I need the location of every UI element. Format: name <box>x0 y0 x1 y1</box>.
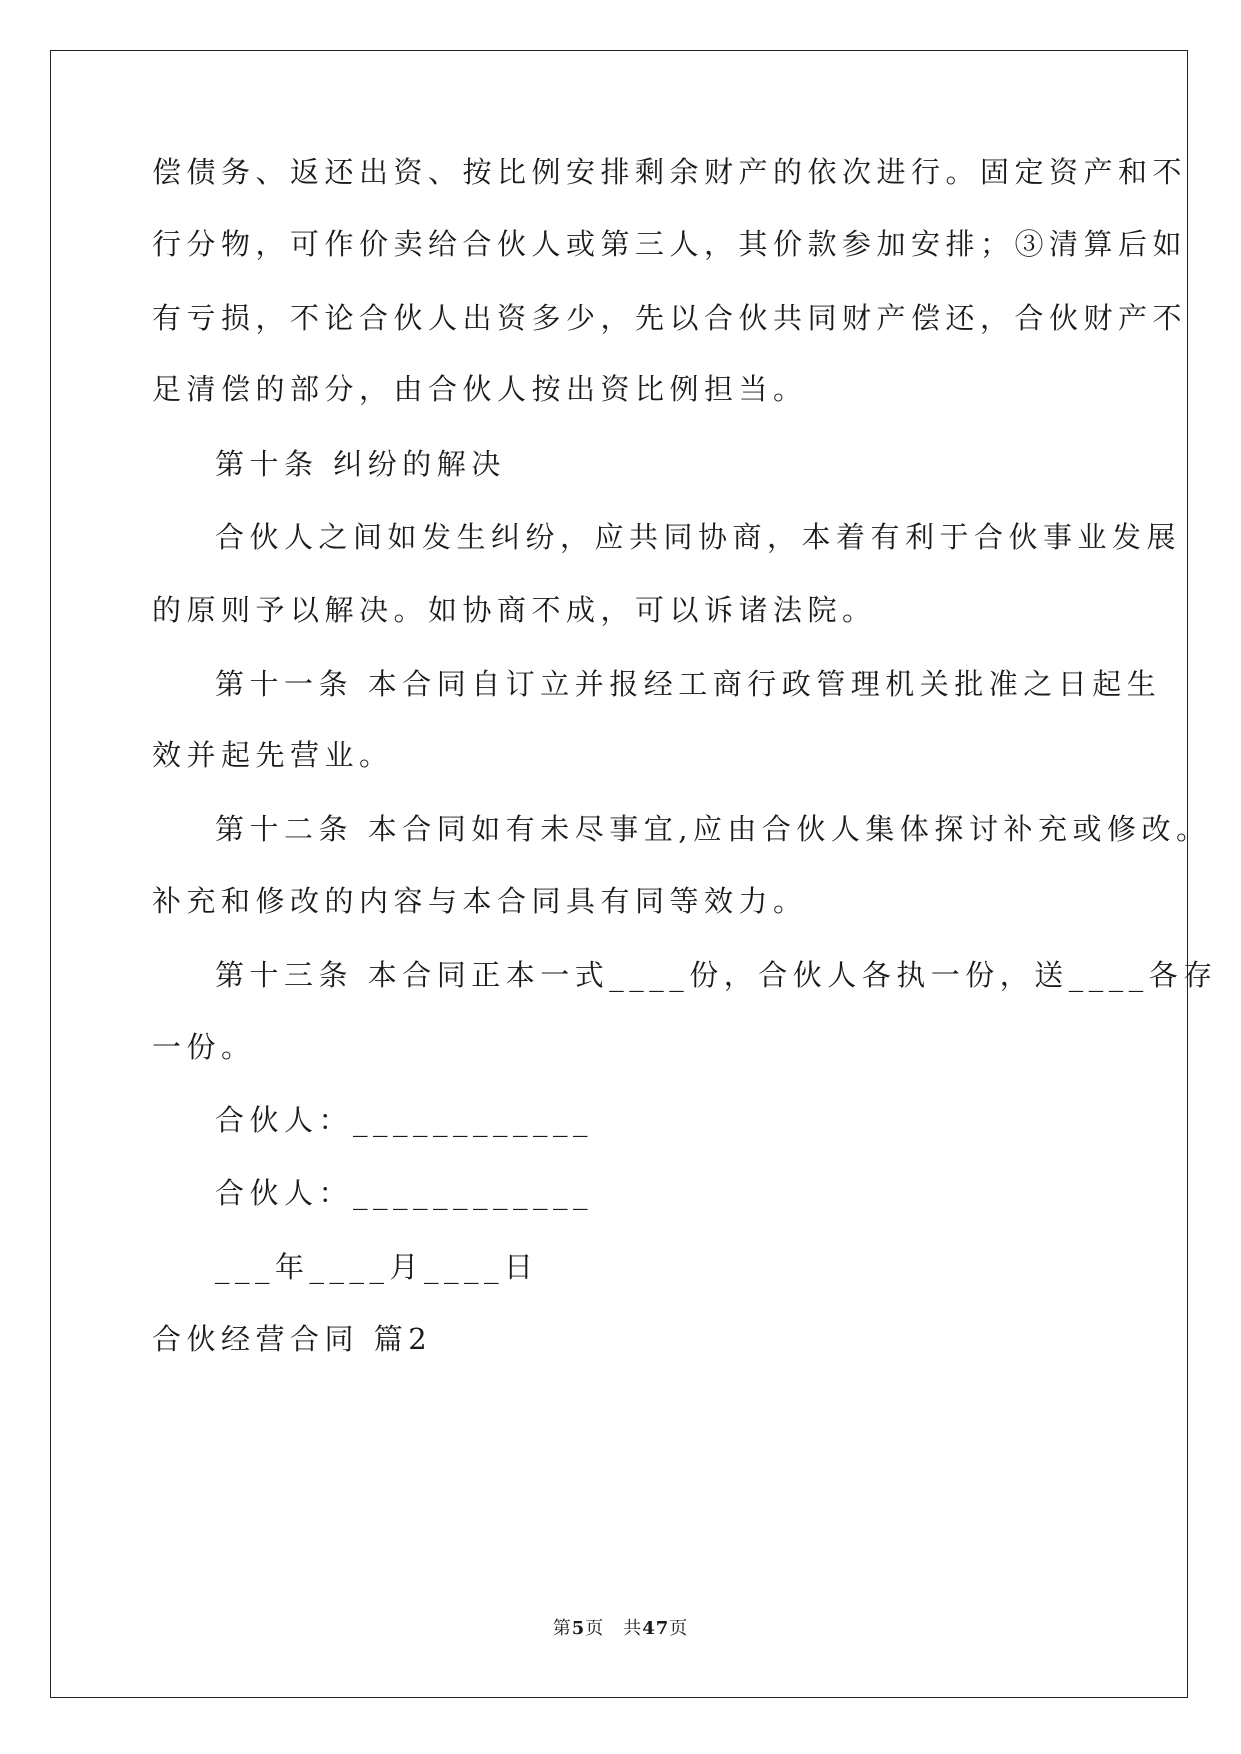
section-title: 合伙经营合同 篇2 <box>152 1322 433 1356</box>
partner-signature-line: 合伙人：____________ <box>215 1176 594 1210</box>
paragraph-line: 效并起先营业。 <box>152 738 394 772</box>
paragraph-line: 第十一条 本合同自订立并报经工商行政管理机关批准之日起生 <box>215 667 1162 701</box>
paragraph-line: 合伙人之间如发生纠纷，应共同协商，本着有利于合伙事业发展 <box>215 520 1182 554</box>
footer-suffix: 页 <box>669 1618 689 1639</box>
paragraph-line: 第十三条 本合同正本一式____份，合伙人各执一份，送____各存 <box>215 958 1218 992</box>
footer-page-number: 5 <box>571 1618 586 1639</box>
paragraph-line: 一份。 <box>152 1030 256 1064</box>
paragraph-line: 足清偿的部分，由合伙人按出资比例担当。 <box>152 372 808 406</box>
paragraph-line: 的原则予以解决。如协商不成，可以诉诸法院。 <box>152 593 877 627</box>
date-line: ___年____月____日 <box>215 1250 539 1284</box>
page-footer <box>0 1614 1241 1640</box>
paragraph-line: 有亏损，不论合伙人出资多少，先以合伙共同财产偿还，合伙财产不 <box>152 301 1188 335</box>
paragraph-line: 补充和修改的内容与本合同具有同等效力。 <box>152 884 808 918</box>
partner-signature-line: 合伙人：____________ <box>215 1103 594 1137</box>
paragraph-line: 第十二条 本合同如有未尽事宜,应由合伙人集体探讨补充或修改。 <box>215 812 1211 846</box>
section-heading: 第十条 纠纷的解决 <box>215 447 506 481</box>
footer-prefix: 第 <box>552 1618 572 1639</box>
footer-total-pages: 47 <box>642 1618 670 1639</box>
footer-middle: 页 共 <box>585 1618 643 1639</box>
paragraph-line: 偿债务、返还出资、按比例安排剩余财产的依次进行。固定资产和不 <box>152 155 1188 189</box>
paragraph-line: 行分物，可作价卖给合伙人或第三人，其价款参加安排；③清算后如 <box>152 227 1188 261</box>
